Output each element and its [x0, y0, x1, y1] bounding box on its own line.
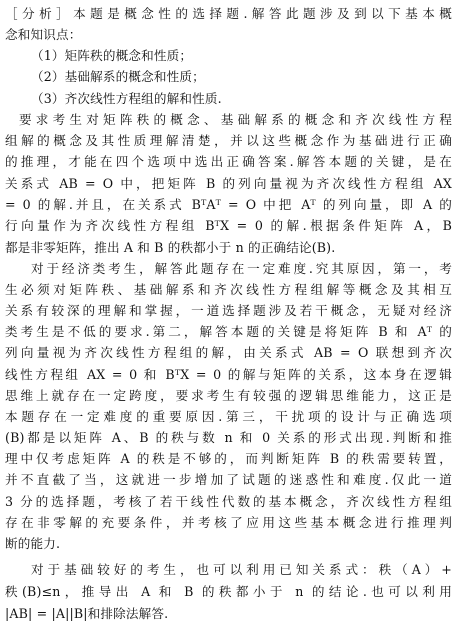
text-line: 关系有较深的理解和掌握，一道选择题涉及若干概念，无疑对经济 [5, 303, 452, 318]
document-page [5, 4, 452, 625]
text-line: 都是非零矩阵，推出 A 和 B 的秩都小于 n 的正确结论(B). [5, 240, 336, 255]
text-line: （2）基础解系的概念和性质； [31, 69, 205, 84]
text-line: 生必须对矩阵秩、基础解系和齐次线性方程组解等概念及其相互 [5, 282, 452, 297]
text-line: 组解的概念及其性质理解清楚，并以这些概念作为基础进行正确 [5, 133, 452, 148]
text-line: 列向量视为齐次线性方程组的解，由关系式 AB = O 联想到齐次 [5, 345, 452, 360]
text-line: |AB| = |A||B|和排除法解答. [5, 606, 169, 621]
text-line: 对于基础较好的考生，也可以利用已知关系式：秩（A）+ [31, 562, 452, 577]
text-line: 要求考生对矩阵秩的概念、基础解系的概念和齐次线性方程 [19, 112, 452, 127]
text-line: 思维上就存在一定跨度，要求考生有较强的逻辑思维能力，这正是 [5, 388, 452, 403]
text-line: 念和知识点： [5, 27, 82, 42]
text-line: ［分析］本题是概念性的选择题.解答此题涉及到以下基本概 [5, 6, 452, 21]
text-line: （3）齐次线性方程组的解和性质. [31, 91, 222, 106]
text-line: 关系式 AB = O 中，把矩阵 B 的列向量视为齐次线性方程组 AX [5, 176, 452, 191]
text-line: (B)都是以矩阵 A、B 的秩与数 n 和 0 关系的形式出现.判断和推 [5, 430, 452, 445]
text-line: 秩(B)≤n，推导出 A 和 B 的秩都小于 n 的结论.也可以利用 [5, 584, 452, 599]
text-line: 本题存在一定难度的重要原因.第三，干扰项的设计与正确选项 [5, 409, 452, 424]
text-line: 的推理，才能在四个选项中选出正确答案.解答本题的关键，是在 [5, 154, 452, 169]
text-line: 对于经济类考生，解答此题存在一定难度.究其原因，第一，考 [31, 261, 452, 276]
text-line: 类考生是不低的要求.第二，解答本题的关键是将矩阵 B 和 Aᵀ 的 [5, 324, 452, 339]
text-line: = 0 的解.并且，在关系式 BᵀAᵀ = O 中把 Aᵀ 的列向量，即 A 的 [5, 197, 452, 212]
text-line: 理中仅考虑矩阵 A 的秩是不够的，而判断矩阵 B 的秩需要转置， [5, 451, 452, 466]
text-line: 并不直截了当，这就进一步增加了试题的迷惑性和难度.仅此一道 [5, 472, 452, 487]
text-line: 断的能力. [5, 536, 61, 551]
text-line: 3 分的选择题，考核了若干线性代数的基本概念，齐次线性方程组 [5, 494, 452, 509]
text-line: （1）矩阵秩的概念和性质； [31, 48, 193, 63]
text-line: 存在非零解的充要条件，并考核了应用这些基本概念进行推理判 [5, 515, 452, 530]
text-line: 行向量作为齐次线性方程组 BᵀX = 0 的解.根据条件矩阵 A，B [5, 218, 452, 233]
text-line: 线性方程组 AX = 0 和 BᵀX = 0 的解与矩阵的关系，这本身在逻辑 [5, 367, 452, 382]
